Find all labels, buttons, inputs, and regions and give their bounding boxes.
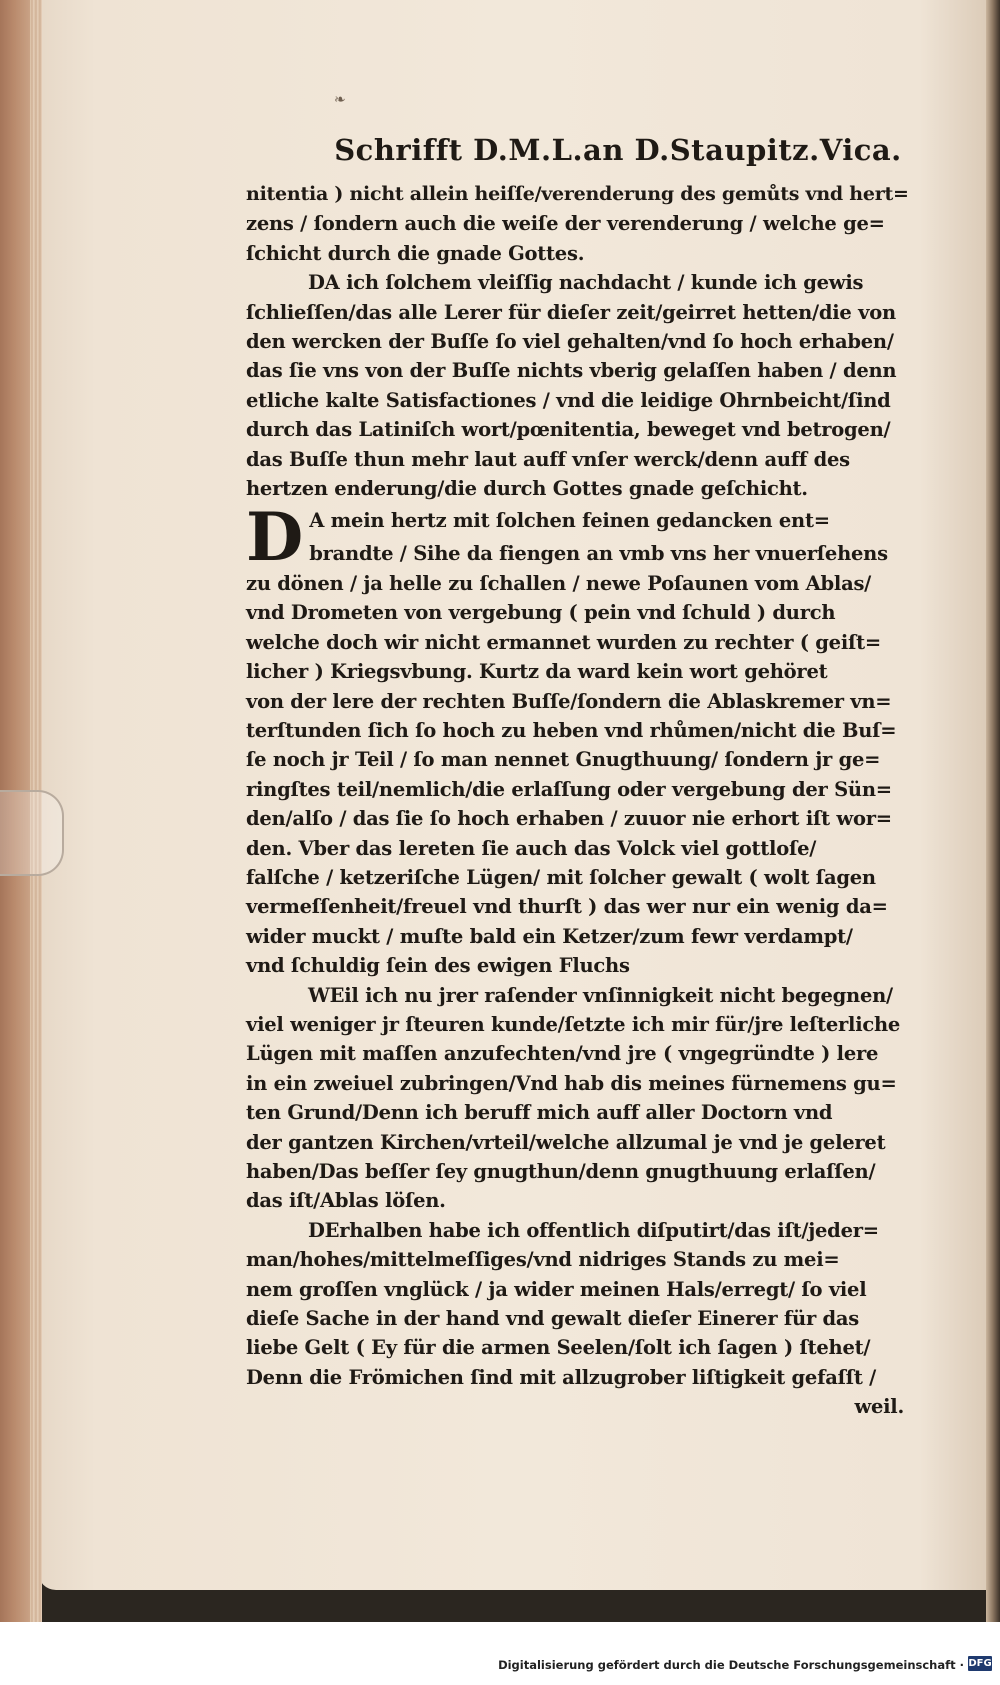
- text-line: vermeſſenheit/freuel vnd thurſt ) das wer nur ein wenig da=: [246, 895, 888, 919]
- page-clip: [0, 790, 64, 876]
- text-line: den. Vber das lereten ſie auch das Volck viel gottloſe/: [246, 836, 817, 860]
- text-line: in ein zweiuel zubringen/Vnd hab dis meines fürnemens gu=: [246, 1071, 897, 1095]
- text-line: durch das Latiniſch wort/pœnitentia, beweget vnd betrogen/: [246, 418, 891, 442]
- text-line: vnd Drometen von vergebung ( pein vnd ſchuld ) durch: [246, 601, 836, 625]
- text-line: brandte / Sihe da fiengen an vmb vns her vnuerſehens: [309, 542, 888, 566]
- paragraph-2: [246, 268, 912, 503]
- text-line: haben/Das beſſer ſey gnugthun/denn gnugthuung erlaſſen/: [246, 1160, 876, 1183]
- text-line: welche doch wir nicht ermannet wurden zu rechter ( geiſt=: [246, 630, 881, 654]
- text-line: viel weniger jr ſteuren kunde/ſetzte ich mir für/jre leſterliche: [246, 1012, 901, 1036]
- dfg-logo: DFG: [968, 1658, 992, 1669]
- text-line: der gantzen Kirchen/vrteil/welche allzumal je vnd je geleret: [246, 1130, 886, 1154]
- text-line: nem groſſen vnglück / ja wider meinen Hals/erregt/ ſo viel: [246, 1277, 867, 1301]
- text-line: das Buſſe thun mehr laut auff vnſer werck/denn auff des: [246, 447, 850, 471]
- text-line: ſchlieſſen/das alle Lerer für dieſer zeit/geirret hetten/die von: [246, 300, 896, 324]
- text-line: wider muckt / muſte bald ein Ketzer/zum fewr verdampt/: [246, 924, 853, 948]
- footer-bar: [0, 1622, 1000, 1685]
- ink-mark: ❧: [334, 92, 346, 108]
- text-line: WEil ich nu jrer raſender vnſinnigkeit nicht begegnen/: [308, 983, 893, 1007]
- text-line: etliche kalte Satisfactiones / vnd die leidige Ohrnbeicht/ſind: [246, 388, 891, 412]
- text-line: man/hohes/mittelmeſſiges/vnd nidriges Stands zu mei=: [246, 1248, 840, 1272]
- catchword: weil.: [854, 1395, 904, 1419]
- drop-capital: D: [246, 498, 304, 577]
- funding-credit: Digitalisierung gefördert durch die Deutsche Forschungsgemeinschaft ·: [498, 1658, 964, 1672]
- text-line: falſche / ketzeriſche Lügen/ mit ſolcher gewalt ( wolt ſagen: [246, 865, 876, 889]
- text-line: den wercken der Buſſe ſo viel gehalten/vnd ſo hoch erhaben/: [246, 330, 894, 354]
- text-line: dieſe Sache in der hand vnd gewalt dieſer Einerer für das: [246, 1307, 860, 1331]
- text-line: ten Grund/Denn ich beruff mich auff aller Doctorn vnd: [246, 1101, 833, 1125]
- text-line: ringſtes teil/nemlich/die erlaſſung oder vergebung der Sün=: [246, 777, 892, 801]
- text-line: das ſie vns von der Buſſe nichts vberig gelaſſen haben / denn: [246, 359, 897, 383]
- paragraph-3: [246, 498, 912, 980]
- text-line: ſe noch jr Teil / ſo man nennet Gnugthuung/ ſondern jr ge=: [246, 748, 881, 772]
- text-line: hertzen enderung/die durch Gottes gnade geſchicht.: [246, 477, 808, 501]
- text-line: terſtunden ſich ſo hoch zu heben vnd rhůmen/nicht die Buſ=: [246, 718, 897, 742]
- running-header: Schrifft D.M.L.an D.Staupitz.Vica.: [334, 133, 902, 167]
- text-line: zens / ſondern auch die weiſe der verenderung / welche ge=: [246, 212, 885, 236]
- text-line: DA ich ſolchem vleiſſig nachdacht / kunde ich gewis: [308, 271, 864, 295]
- text-line: nitentia ) nicht allein heiſſe/verenderung des gemůts vnd hert=: [246, 183, 909, 205]
- text-line: den/alſo / das ſie ſo hoch erhaben / zuuor nie erhort iſt wor=: [246, 807, 892, 831]
- text-line: liebe Gelt ( Ey für die armen Seelen/ſolt ich ſagen ) ſtehet/: [246, 1336, 871, 1360]
- text-line: Denn die Frömichen ſind mit allzugrober liſtigkeit gefaſſt /: [246, 1365, 877, 1389]
- paragraph-1: [246, 180, 912, 268]
- gutter-shadow: [986, 0, 1000, 1622]
- text-line-large: A mein hertz mit ſolchen feinen gedancken ent=: [309, 509, 830, 533]
- text-line: DErhalben habe ich offentlich diſputirt/das iſt/jeder=: [308, 1218, 879, 1242]
- text-line: von der lere der rechten Buſſe/ſondern die Ablaskremer vn=: [246, 689, 892, 713]
- text-line: Lügen mit maſſen anzufechten/vnd jre ( vngegründte ) lere: [246, 1042, 879, 1066]
- text-line: das iſt/Ablas löſen.: [246, 1189, 446, 1213]
- paragraph-5: [246, 1216, 912, 1422]
- text-line: ſchicht durch die gnade Gottes.: [246, 241, 585, 265]
- page-text: [246, 130, 912, 1422]
- text-line: licher ) Kriegsvbung. Kurtz da ward kein wort gehöret: [246, 660, 828, 684]
- paragraph-4: [246, 981, 912, 1216]
- text-line: vnd ſchuldig ſein des ewigen Fluchs: [246, 954, 630, 978]
- text-line: zu dönen / ja helle zu ſchallen / newe Poſaunen vom Ablas/: [246, 571, 872, 595]
